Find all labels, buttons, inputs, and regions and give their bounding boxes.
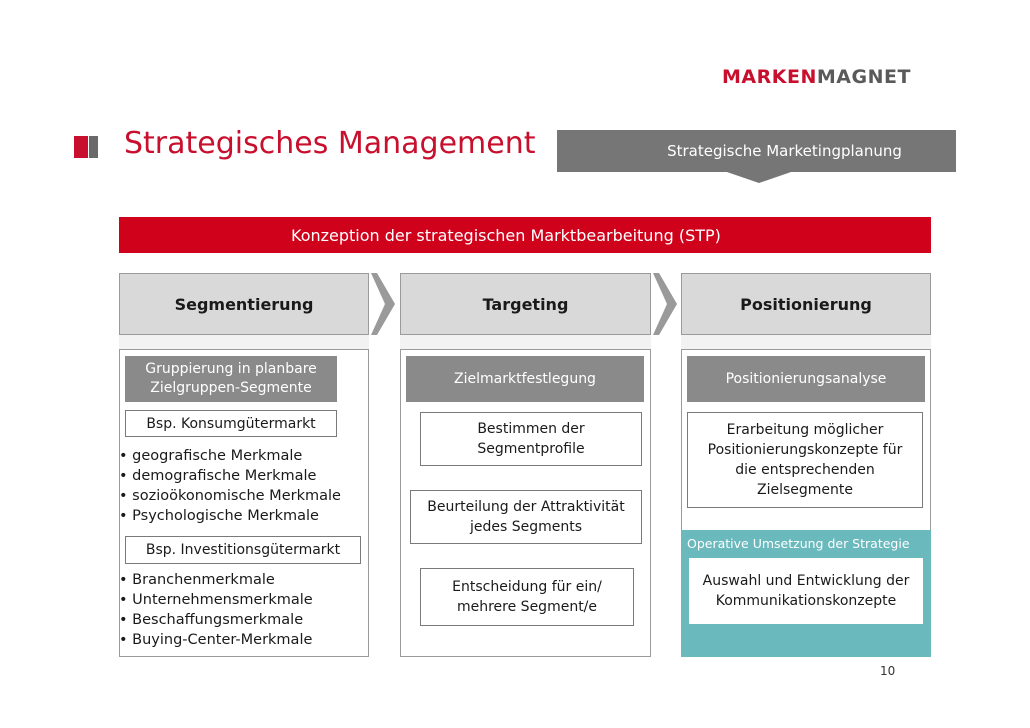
positionierung-grey-text: Positionierungsanalyse bbox=[725, 370, 887, 387]
targeting-title: Targeting bbox=[482, 294, 569, 314]
list-item: • Psychologische Merkmale bbox=[119, 508, 319, 524]
positionierungskonzepte-text: Erarbeitung möglicher Positionierungskonzepte für die entsprechenden Zielsegmente bbox=[707, 422, 903, 498]
segmentprofile-text: Bestimmen der Segmentprofile bbox=[477, 421, 585, 457]
positionierung-title: Positionierung bbox=[740, 294, 872, 314]
positionierung-grey-box bbox=[687, 356, 925, 402]
marketingplanung-box bbox=[557, 130, 956, 172]
investment-market-label-box bbox=[125, 536, 361, 564]
investment-market-label: Bsp. Investitionsgütermarkt bbox=[145, 542, 341, 558]
consumer-market-label-box bbox=[125, 410, 337, 437]
list-item: • geografische Merkmale bbox=[119, 448, 303, 464]
stp-banner bbox=[119, 217, 931, 253]
page-title: Strategisches Management bbox=[124, 126, 536, 161]
attraktivitaet-text: Beurteilung der Attraktivität jedes Segments bbox=[427, 499, 625, 535]
positionierung-header bbox=[681, 273, 931, 335]
list-item: • Beschaffungsmerkmale bbox=[119, 612, 304, 628]
attraktivitaet-box bbox=[410, 490, 642, 544]
segmententscheidung-text: Entscheidung für ein/ mehrere Segment/e bbox=[452, 579, 602, 615]
list-item: • Buying-Center-Merkmale bbox=[119, 632, 313, 648]
down-arrow-icon bbox=[724, 171, 794, 183]
markenmagnet-logo bbox=[722, 66, 911, 88]
logo-part-1: MARKEN bbox=[722, 66, 817, 88]
logo-part-2: MAGNET bbox=[816, 66, 911, 88]
chevron-right-icon bbox=[371, 273, 395, 335]
targeting-header bbox=[400, 273, 651, 335]
list-item: • Unternehmensmerkmale bbox=[119, 592, 313, 608]
segmentierung-title: Segmentierung bbox=[174, 294, 314, 314]
targeting-grey-box bbox=[406, 356, 644, 402]
positionierungskonzepte-box bbox=[687, 412, 923, 508]
segmentierung-header bbox=[119, 273, 369, 335]
segmententscheidung-box bbox=[420, 568, 634, 626]
kommunikationskonzepte-box bbox=[689, 558, 923, 624]
segmentierung-grey-text: Gruppierung in planbare Zielgruppen-Segmente bbox=[145, 361, 317, 396]
stp-banner-label: Konzeption der strategischen Marktbearbeitung (STP) bbox=[291, 225, 721, 245]
consumer-market-label: Bsp. Konsumgütermarkt bbox=[146, 415, 316, 432]
chevron-right-icon bbox=[653, 273, 677, 335]
marketingplanung-label: Strategische Marketingplanung bbox=[667, 142, 902, 160]
segmentierung-grey-box bbox=[125, 356, 337, 402]
investment-criteria-list bbox=[119, 570, 369, 650]
kommunikationskonzepte-text: Auswahl und Entwicklung der Kommunikationskonzepte bbox=[702, 573, 910, 609]
list-item: • Branchenmerkmale bbox=[119, 572, 275, 588]
segmentprofile-box bbox=[420, 412, 642, 466]
list-item: • demografische Merkmale bbox=[119, 468, 317, 484]
title-marker bbox=[74, 136, 98, 158]
consumer-criteria-list bbox=[119, 446, 369, 526]
operative-umsetzung-label: Operative Umsetzung der Strategie bbox=[687, 536, 910, 551]
list-item: • sozioökonomische Merkmale bbox=[119, 488, 341, 504]
page-number: 10 bbox=[880, 664, 896, 678]
targeting-grey-text: Zielmarktfestlegung bbox=[454, 370, 596, 387]
